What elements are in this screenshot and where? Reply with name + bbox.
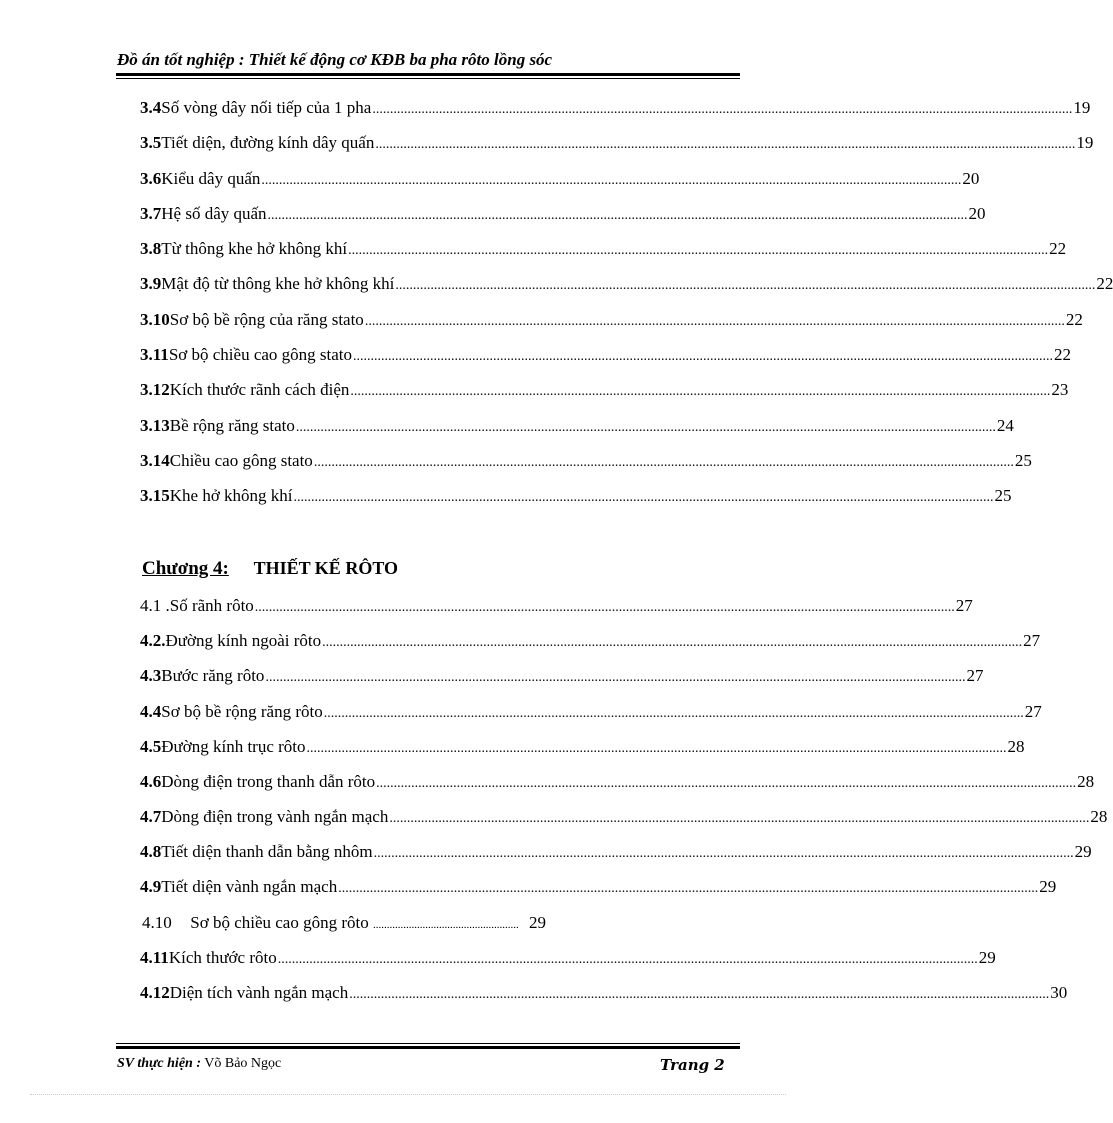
toc-number: 3.5 xyxy=(140,133,162,152)
toc-page: 22 xyxy=(1096,274,1113,293)
footer-rule-thin xyxy=(116,1043,740,1044)
chapter-label: Chương 4: xyxy=(142,558,229,579)
toc-page: 28 xyxy=(1077,772,1095,791)
toc-leader: ..................................................... xyxy=(372,919,519,931)
toc-title: Dòng điện trong vành ngắn mạch xyxy=(161,807,389,826)
toc-title: Bề rộng răng stato xyxy=(169,416,295,435)
toc-number: 4.11 xyxy=(140,948,169,967)
toc-page: 29 xyxy=(528,913,546,932)
toc-page: 20 xyxy=(968,204,986,223)
toc-number: 4.10 xyxy=(142,913,172,932)
toc-row[interactable] xyxy=(140,451,1032,473)
toc-number: 3.7 xyxy=(140,204,162,223)
toc-title: Mật độ từ thông khe hở không khí xyxy=(161,274,395,293)
toc-page: 19 xyxy=(1076,133,1094,152)
toc-row[interactable] xyxy=(140,98,1091,120)
toc-row[interactable] xyxy=(140,204,986,226)
footer-author xyxy=(117,1056,281,1072)
toc-leader: ........................................................................................................................................................................................................ xyxy=(293,490,994,505)
toc-row[interactable] xyxy=(140,169,980,191)
toc-number: 4.5 xyxy=(140,737,162,756)
toc-row[interactable] xyxy=(140,133,1094,155)
toc-leader: ........................................................................................................................................................................................................ xyxy=(373,846,1074,861)
toc-leader: ........................................................................................................................................................................................................ xyxy=(395,278,1096,293)
page-number: Trang 2 xyxy=(660,1056,725,1074)
toc-page: 25 xyxy=(1014,451,1032,470)
toc-row[interactable] xyxy=(140,380,1069,402)
toc-row[interactable] xyxy=(140,842,1092,864)
toc-title: Sơ bộ bề rộng của răng stato xyxy=(169,310,364,329)
toc-title: Tiết diện, đường kính dây quấn xyxy=(161,133,375,152)
toc-title: Đường kính ngoài rôto xyxy=(165,631,322,650)
toc-title: Khe hở không khí xyxy=(169,486,293,505)
toc-row[interactable] xyxy=(140,948,996,970)
toc-page: 22 xyxy=(1065,310,1083,329)
toc-title: Sơ bộ bề rộng răng rôto xyxy=(161,702,323,721)
toc-number: 3.4 xyxy=(140,98,162,117)
toc-row[interactable] xyxy=(140,239,1067,261)
toc-leader: ........................................................................................................................................................................................................ xyxy=(295,420,996,435)
toc-number: 4.2. xyxy=(140,631,166,650)
toc-number: 3.13 xyxy=(140,416,170,435)
toc-leader: ........................................................................................................................................................................................................ xyxy=(306,741,1007,756)
toc-number: 4.9 xyxy=(140,877,162,896)
toc-leader: ........................................................................................................................................................................................................ xyxy=(338,881,1039,896)
toc-row[interactable] xyxy=(140,486,1012,508)
toc-number: 3.10 xyxy=(140,310,170,329)
toc-title: Dòng điện trong thanh dẫn rôto xyxy=(161,772,376,791)
toc-title: Từ thông khe hở không khí xyxy=(161,239,348,258)
toc-number: 3.6 xyxy=(140,169,162,188)
toc-number: 4.7 xyxy=(140,807,162,826)
author-label: SV thực hiện : xyxy=(117,1056,201,1071)
toc-row[interactable] xyxy=(140,807,1108,829)
toc-row[interactable] xyxy=(140,772,1095,794)
toc-page: 22 xyxy=(1049,239,1067,258)
chapter-title: THIẾT KẾ RÔTO xyxy=(253,558,398,578)
header-rule-thick xyxy=(116,73,740,76)
toc-leader: ........................................................................................................................................................................................................ xyxy=(267,208,968,223)
toc-leader: ........................................................................................................................................................................................................ xyxy=(265,670,966,685)
toc-number: 3.8 xyxy=(140,239,162,258)
toc-row[interactable] xyxy=(140,345,1072,367)
toc-title: Bước răng rôto xyxy=(161,666,265,685)
toc-leader: ........................................................................................................................................................................................................ xyxy=(350,384,1051,399)
toc-number: 3.11 xyxy=(140,345,169,364)
toc-page: 27 xyxy=(966,666,984,685)
toc-page: 27 xyxy=(955,596,973,615)
toc-row[interactable] xyxy=(140,983,1068,1005)
toc-leader: ........................................................................................................................................................................................................ xyxy=(349,987,1050,1002)
toc-page: 19 xyxy=(1073,98,1091,117)
toc-page: 30 xyxy=(1050,983,1068,1002)
author-name: Võ Bảo Ngọc xyxy=(204,1056,282,1071)
toc-page: 20 xyxy=(962,169,980,188)
toc-leader: ........................................................................................................................................................................................................ xyxy=(261,173,962,188)
toc-page: 22 xyxy=(1054,345,1072,364)
toc-number: 3.15 xyxy=(140,486,170,505)
toc-row[interactable] xyxy=(140,274,1113,296)
toc-page: 28 xyxy=(1007,737,1025,756)
toc-page: 28 xyxy=(1090,807,1108,826)
toc-leader: ........................................................................................................................................................................................................ xyxy=(372,102,1073,117)
page-bottom-divider xyxy=(30,1094,786,1095)
toc-page: 24 xyxy=(996,416,1014,435)
toc-number: 3.9 xyxy=(140,274,162,293)
toc-leader: ........................................................................................................................................................................................................ xyxy=(348,243,1049,258)
toc-leader: ........................................................................................................................................................................................................ xyxy=(254,600,955,615)
toc-row[interactable] xyxy=(140,416,1014,438)
toc-leader: ........................................................................................................................................................................................................ xyxy=(375,137,1076,152)
toc-title: Tiết diện vành ngắn mạch xyxy=(161,877,338,896)
chapter-heading xyxy=(142,558,398,580)
toc-number: 4.8 xyxy=(140,842,162,861)
toc-number: 3.12 xyxy=(140,380,170,399)
toc-leader: ........................................................................................................................................................................................................ xyxy=(376,776,1077,791)
toc-page: 29 xyxy=(978,948,996,967)
toc-number: 3.14 xyxy=(140,451,170,470)
toc-leader: ........................................................................................................................................................................................................ xyxy=(313,455,1014,470)
toc-leader: ........................................................................................................................................................................................................ xyxy=(364,314,1065,329)
header-rule-thin xyxy=(116,78,740,79)
toc-row[interactable] xyxy=(140,631,1041,653)
toc-title: Kích thước rôto xyxy=(168,948,277,967)
toc-title: Chiều cao gông stato xyxy=(169,451,313,470)
toc-page: 25 xyxy=(994,486,1012,505)
toc-title: Sơ bộ chiều cao gông stato xyxy=(168,345,353,364)
toc-number: 4.12 xyxy=(140,983,170,1002)
toc-number: 4.1 . xyxy=(140,596,170,615)
toc-row[interactable] xyxy=(140,877,1057,899)
toc-page: 29 xyxy=(1039,877,1057,896)
toc-row[interactable] xyxy=(140,737,1025,759)
toc-title: Hệ số dây quấn xyxy=(161,204,267,223)
toc-leader: ........................................................................................................................................................................................................ xyxy=(323,706,1024,721)
toc-title: Diện tích vành ngắn mạch xyxy=(169,983,349,1002)
toc-leader: ........................................................................................................................................................................................................ xyxy=(353,349,1054,364)
toc-number: 4.6 xyxy=(140,772,162,791)
header-title: Đồ án tốt nghiệp : Thiết kế động cơ KĐB ba pha rôto lồng sóc xyxy=(117,50,553,69)
toc-row[interactable] xyxy=(140,596,973,618)
toc-row[interactable] xyxy=(140,702,1042,724)
toc-page: 29 xyxy=(1074,842,1092,861)
toc-title: Sơ bộ chiều cao gông rôto xyxy=(190,913,369,932)
toc-number: 4.3 xyxy=(140,666,162,685)
toc-number: 4.4 xyxy=(140,702,162,721)
toc-title: Đường kính trục rôto xyxy=(161,737,306,756)
toc-leader: ........................................................................................................................................................................................................ xyxy=(277,952,978,967)
toc-row-short[interactable] xyxy=(142,913,546,933)
toc-title: Kích thước rãnh cách điện xyxy=(169,380,350,399)
toc-page: 27 xyxy=(1023,631,1041,650)
toc-leader: ........................................................................................................................................................................................................ xyxy=(389,811,1090,826)
toc-page: 23 xyxy=(1051,380,1069,399)
toc-title: Số rãnh rôto xyxy=(169,596,254,615)
toc-leader: ........................................................................................................................................................................................................ xyxy=(322,635,1023,650)
toc-row[interactable] xyxy=(140,666,984,688)
footer-rule-thick xyxy=(116,1046,740,1049)
toc-row[interactable] xyxy=(140,310,1083,332)
toc-title: Kiểu dây quấn xyxy=(161,169,261,188)
toc-page: 27 xyxy=(1024,702,1042,721)
toc-title: Tiết diện thanh dẫn bằng nhôm xyxy=(161,842,373,861)
toc-title: Số vòng dây nối tiếp của 1 pha xyxy=(161,98,372,117)
